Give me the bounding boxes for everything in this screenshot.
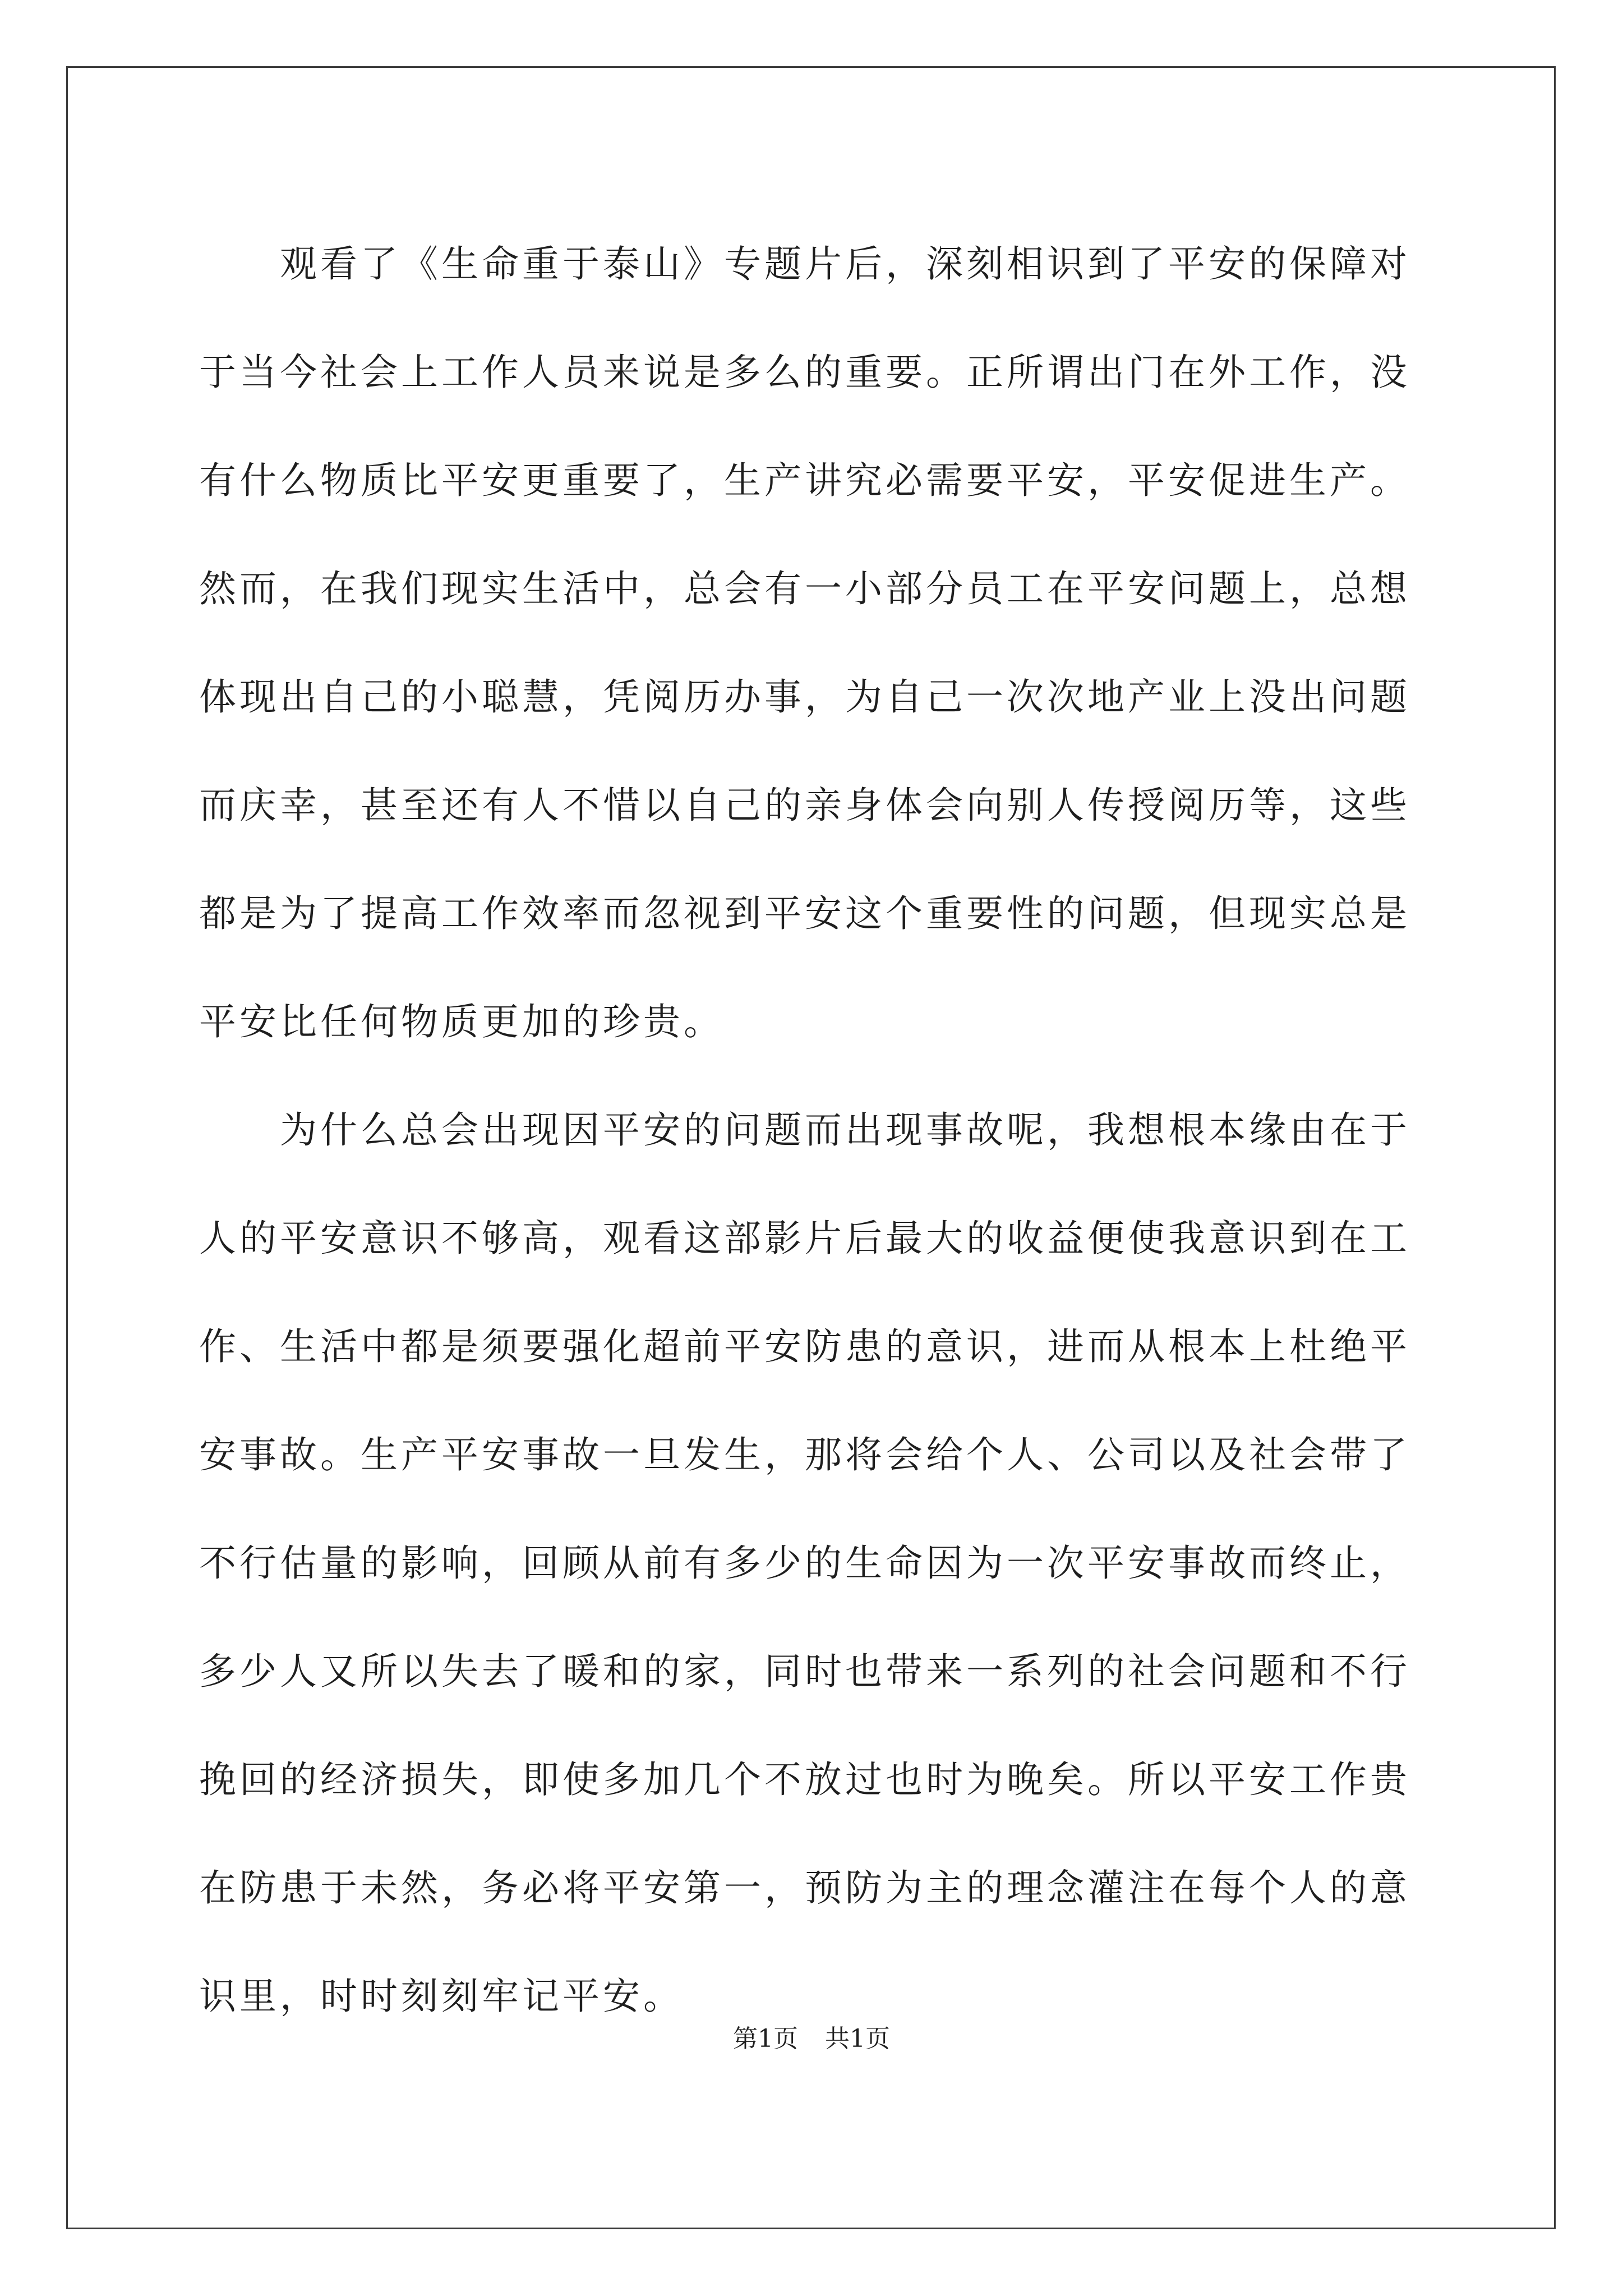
paragraph-2-line-3: 作、生活中都是须要强化超前平安防患的意识，进而从根本上杜绝平: [199, 1325, 1410, 1368]
paragraph-2-line-8: 在防患于未然，务必将平安第一，预防为主的理念灌注在每个人的意: [199, 1866, 1410, 1910]
paragraph-1-line-3: 有什么物质比平安更重要了，生产讲究必需要平安，平安促进生产。: [199, 459, 1410, 502]
page-total: 共1页: [825, 2024, 890, 2053]
paragraph-2-line-5: 不行估量的影响，回顾从前有多少的生命因为一次平安事故而终止，: [199, 1542, 1410, 1585]
document-body: [199, 210, 1433, 2050]
paragraph-2-line-6: 多少人又所以失去了暖和的家，同时也带来一系列的社会问题和不行: [199, 1650, 1410, 1693]
page-footer: [0, 2018, 1623, 2054]
paragraph-1-line-4: 然而，在我们现实生活中，总会有一小部分员工在平安问题上，总想: [199, 567, 1410, 610]
page-number: 第1页: [733, 2024, 798, 2053]
paragraph-1-line-2: 于当今社会上工作人员来说是多么的重要。正所谓出门在外工作，没: [199, 351, 1410, 394]
paragraph-2-line-4: 安事故。生产平安事故一旦发生，那将会给个人、公司以及社会带了: [199, 1433, 1410, 1476]
paragraph-1-line-7: 都是为了提高工作效率而忽视到平安这个重要性的问题，但现实总是: [199, 892, 1410, 935]
paragraph-1-line-1: 观看了《生命重于泰山》专题片后，深刻相识到了平安的保障对: [199, 242, 1410, 286]
paragraph-2-line-9: 识里，时时刻刻牢记平安。: [199, 1975, 684, 2018]
paragraph-2-line-2: 人的平安意识不够高，观看这部影片后最大的收益便使我意识到在工: [199, 1217, 1410, 1260]
paragraph-1-line-5: 体现出自己的小聪慧，凭阅历办事，为自己一次次地产业上没出问题: [199, 675, 1410, 719]
paragraph-1-line-8: 平安比任何物质更加的珍贵。: [199, 1000, 724, 1043]
paragraph-2-line-7: 挽回的经济损失，即使多加几个不放过也时为晚矣。所以平安工作贵: [199, 1758, 1410, 1801]
paragraph-2-line-1: 为什么总会出现因平安的问题而出现事故呢，我想根本缘由在于: [199, 1108, 1410, 1152]
paragraph-1-line-6: 而庆幸，甚至还有人不惜以自己的亲身体会向别人传授阅历等，这些: [199, 784, 1410, 827]
